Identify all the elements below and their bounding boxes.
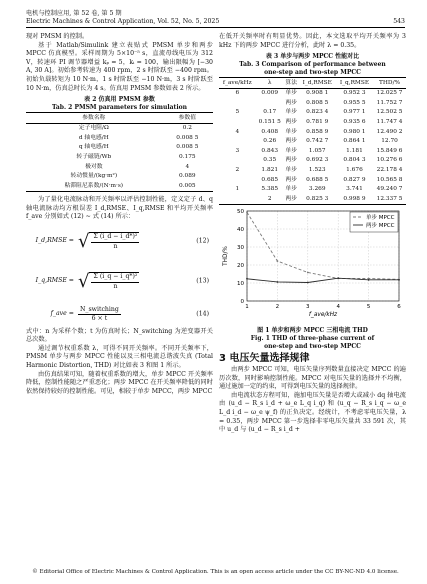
table-cell: 两步: [285, 119, 298, 126]
table-row: [219, 137, 406, 147]
table-cell: 单步: [285, 109, 298, 116]
table-cell: 0.009: [261, 90, 279, 97]
table-cell: 0.955 5: [343, 99, 366, 106]
y-tick-label: 20: [237, 262, 244, 269]
table-cell: 单步: [285, 167, 298, 174]
table-row: [219, 108, 406, 118]
eq14-denominator: 6 × t: [91, 315, 108, 323]
table-cell: 10.565 8: [376, 176, 403, 183]
y-tick-label: 50: [237, 208, 244, 215]
eq13-number: (13): [196, 277, 209, 285]
table3-col-lambda: λ: [267, 79, 272, 86]
table-row: [26, 181, 213, 191]
equation-13: [26, 262, 213, 302]
table3: [219, 77, 406, 205]
table3-header-row: [219, 78, 406, 89]
eq13-numerator: Σ (i_q − i_q*)²: [91, 273, 139, 283]
table-cell: 22.178 4: [376, 167, 403, 174]
table-row: [26, 172, 213, 182]
table-row: [219, 146, 406, 156]
y-tick-label: 10: [237, 280, 244, 287]
fig1-caption-en1: Fig. 1 THD of three-phase current of: [250, 334, 375, 342]
x-axis-label: f_ave/kHz: [308, 311, 338, 318]
table-row: [219, 156, 406, 166]
table-cell: 0.843: [261, 147, 279, 154]
table-cell: 粘滞阻尼系数/(N·m·s): [64, 182, 124, 189]
equation-12: [26, 222, 213, 262]
paragraph: 现对 PMSM 的控制。: [26, 33, 89, 40]
table-cell: 0.823 4: [306, 109, 329, 116]
data-point: [246, 278, 248, 280]
table-cell: 0.688 5: [306, 176, 329, 183]
paragraph-symbols: 式中：n 为采样个数；t 为仿真时长；N_switching 为逆变器开关总次数。: [26, 327, 213, 344]
table-cell: 0.151 5: [258, 119, 281, 126]
eq13-denominator: n: [113, 282, 118, 290]
eq14-numerator: N_switching: [78, 306, 121, 316]
thd-chart: [219, 205, 406, 327]
table-cell: 12.70: [381, 138, 398, 145]
data-point: [307, 271, 309, 273]
table-cell: 0.980 1: [343, 128, 366, 135]
table-cell: 12.502 5: [376, 109, 403, 116]
table-cell: [219, 175, 256, 185]
table2-col-value: 参数值: [178, 114, 197, 121]
table-cell: 两步: [285, 138, 298, 145]
table3-col-iq-rmse: I_q,RMSE: [339, 79, 370, 86]
table-cell: 0.935 6: [343, 119, 366, 126]
running-header: [26, 10, 405, 26]
table-cell: 4: [235, 128, 240, 135]
table-cell: 0.008 5: [176, 144, 199, 151]
table-cell: 3.741: [346, 186, 363, 193]
table-cell: [219, 137, 256, 147]
data-point: [368, 279, 370, 281]
table-cell: 1.821: [261, 167, 279, 174]
table-row: [219, 118, 406, 128]
left-column: [26, 33, 213, 396]
table3-caption-en2: one-step and two-step MPCC: [264, 69, 361, 77]
table-cell: 0.804 3: [343, 157, 366, 164]
table-cell: 15.849 6: [376, 147, 403, 154]
series-line-1: [247, 278, 399, 282]
legend-label: 单步 MPCC: [366, 214, 395, 221]
journal-name-cn: 电机与控制应用, 第 52 卷, 第 5 期: [26, 10, 122, 17]
paragraph-voltage-vector: 由两步 MPCC 可知，电压矢量序列数量直接决定 MPCC 的遍历次数，同时影响控制性能。MPCC 对电压矢量的选择并不均衡，通过施加一定的约束，可得到电压矢量的选择规律。: [219, 366, 406, 391]
table-cell: 0.005: [179, 182, 196, 189]
table-row: [219, 194, 406, 204]
data-point: [246, 211, 248, 213]
table-cell: 0.089: [179, 173, 196, 180]
y-tick-label: 30: [237, 244, 244, 251]
table-cell: 单步: [285, 147, 298, 154]
table-cell: 1.523: [308, 167, 326, 174]
table-cell: 转子磁链/Wb: [76, 154, 112, 161]
table-row: [219, 185, 406, 195]
table-cell: 0.35: [263, 157, 277, 164]
y-axis-label: THD/%: [223, 245, 229, 266]
table-cell: 两步: [285, 195, 298, 202]
table-cell: 定子电阻/Ω: [78, 125, 109, 132]
table-cell: 0.175: [179, 154, 196, 161]
section-heading-3: 3 电压矢量选择规律: [219, 352, 310, 364]
legend-label: 两步 MPCC: [366, 222, 395, 229]
right-column: [219, 33, 406, 435]
paragraph: 在低开关频率时有明显优势。因此，本文选取平均开关频率为 3 kHz 下的两步 MPCC 进行分析，此时 λ = 0.35。: [219, 33, 406, 49]
data-point: [277, 260, 279, 262]
page-number: 543: [393, 18, 405, 25]
table-cell: [219, 98, 256, 108]
table-row: [219, 166, 406, 176]
table-cell: 0.808 5: [306, 99, 329, 106]
table-cell: 1: [235, 186, 240, 193]
fig1-caption-cn: 图 1 单步和两步 MPCC 三相电流 THD: [257, 326, 368, 334]
data-point: [398, 279, 400, 281]
table-cell: 0.742 7: [306, 138, 329, 145]
table-cell: 0.26: [263, 138, 277, 145]
table-cell: d 轴电感/H: [78, 134, 109, 141]
data-point: [307, 282, 309, 284]
table-cell: 0.908 1: [306, 90, 329, 97]
table-cell: 1.181: [346, 147, 363, 154]
paragraph-current-equation: 由电流状态方程可知，施加电压矢量是否增大或减小 dq 轴电流由 (u_d − R_s i_d + ω_e L_q i_q) 和 (u_q − R_s i_q − ω_e L_d i_d − ω_e ψ_f) 的正负决定。经统计，不考虑零电压矢量，λ = 0.35，两步 MPCC 第一步选择非零电压矢量共 33 591 次，其中 u_d 与 (u_d − R_s i_d +: [219, 391, 406, 434]
y-tick-label: 0: [240, 298, 244, 305]
table3-col-thd: THD/%: [379, 79, 401, 86]
eq13-lhs: I_q,RMSE =: [35, 277, 74, 285]
table-row: [219, 175, 406, 185]
table-cell: 0.827 9: [343, 176, 366, 183]
table-row: [26, 133, 213, 143]
table-row: [219, 88, 406, 98]
paragraph-metric-definition: 为了量化电流脉动和开关频率以评估控制性能，定义定子 d、q 轴电流脉动均方根误差 I_d,RMSE、I_q,RMSE 和平均开关频率 f_ave 分别如式 (12) ~ 式 (14) 所示：: [26, 195, 213, 221]
table-cell: 0.685: [261, 176, 279, 183]
header-rule: [26, 27, 405, 28]
data-point: [277, 281, 279, 283]
table-cell: 0.998 9: [343, 195, 366, 202]
table-cell: 10.276 6: [376, 157, 403, 164]
table2-col-name: 参数名称: [82, 114, 106, 121]
paragraph-results: 由仿真结果可知，随着权重系数的增大，单步 MPCC 开关频率降低，控制性能随之严重恶化；两步 MPCC 在开关频率降低的同时依然保持较好的控制性能。可见，相较于单步 MPCC，两步 MPCC: [26, 370, 213, 395]
eq12-number: (12): [196, 237, 209, 245]
table-cell: 0.692 3: [306, 157, 329, 164]
eq14-number: (14): [196, 310, 209, 318]
thd-chart-svg: [219, 205, 406, 323]
sqrt-sign: √ $\frac{\text{Σ (i\_d − i\_d*)²}}{n}$: [78, 230, 138, 252]
table3-col-fave: f_ave/kHz: [222, 79, 252, 86]
paragraph-comparison: 通过调节权重系数 λ，可得不同开关频率。不同开关频率下，PMSM 单步与两步 MPCC 性能以及三相电流总谐波失真 (Total Harmonic Distortion, THD) 对比如表 3 和图 1 所示。: [26, 344, 213, 370]
table-cell: 0.17: [263, 109, 277, 116]
x-tick-label: 5: [366, 303, 371, 310]
table-cell: 转动惯量/(kg·m²): [70, 173, 118, 180]
table-cell: [219, 118, 256, 128]
table-cell: 单步: [285, 128, 298, 135]
table-cell: [256, 98, 284, 108]
table-cell: 极对数: [85, 163, 103, 170]
table2-caption-cn: 表 2 仿真用 PMSM 参数: [84, 96, 155, 104]
table-row: [26, 123, 213, 133]
y-tick-label: 40: [237, 226, 244, 233]
table-cell: 3: [235, 147, 240, 154]
x-tick-label: 4: [336, 303, 340, 310]
journal-name-en: Electric Machines & Control Application, Vol. 52, No. 5, 2025: [26, 18, 220, 25]
table-cell: 单步: [285, 90, 298, 97]
table-cell: 12.490 2: [376, 128, 403, 135]
table-row: [219, 98, 406, 108]
sqrt-sign: √ $\frac{\text{Σ (i\_q − i\_q*)²}}{n}$: [78, 270, 138, 292]
eq12-numerator: Σ (i_d − i_d*)²: [91, 233, 139, 243]
table-row: [26, 143, 213, 153]
x-tick-label: 1: [245, 303, 249, 310]
x-tick-label: 2: [275, 303, 280, 310]
table-cell: 12.025 7: [376, 90, 403, 97]
table-cell: 6: [235, 90, 240, 97]
data-point: [337, 277, 339, 279]
table-cell: q 轴电感/H: [78, 144, 109, 151]
table-cell: 5.385: [261, 186, 279, 193]
eq12-lhs: I_d,RMSE =: [35, 237, 74, 245]
eq12-denominator: n: [113, 242, 118, 250]
table-row: [26, 153, 213, 163]
table-cell: 2: [235, 167, 240, 174]
table3-col-algorithm: 算法: [285, 79, 298, 86]
table2-header-row: [26, 113, 213, 124]
x-tick-label: 3: [306, 303, 310, 310]
table-cell: 3.269: [308, 186, 326, 193]
table-cell: 0.864 1: [343, 138, 366, 145]
table-cell: 0.008 5: [176, 134, 199, 141]
table-cell: 两步: [285, 176, 298, 183]
table-cell: 0.408: [261, 128, 279, 135]
table-cell: 0.781 9: [306, 119, 329, 126]
paragraph-simulation-setup: 基于 Matlab/Simulink 建立表贴式 PMSM 单步和两步 MPCC 仿真模型。采样周期为 5×10⁻⁵ s，直流母线电压为 312 V，转速环 PI 调节器增益 kₚ = 5，kᵢ = 100，输出限幅为 [−30 A, 30 A]。初始参考转速为 400 rpm，2 s 时阶跃至 −400 rpm。初始负载转矩为 10 N·m，1 s 时阶跃至 −10 N·m，3 s 时阶跃至 10 N·m，仿真总时长为 4 s。仿真用 PMSM 参数如表 2 所示。: [26, 41, 213, 92]
table2-caption-en: Tab. 2 PMSM parameters for simulation: [52, 104, 187, 112]
table-cell: 49.240 7: [376, 186, 403, 193]
table-cell: 5: [235, 109, 240, 116]
table-cell: 0.825 3: [306, 195, 329, 202]
table-cell: 11.747 4: [376, 119, 403, 126]
table2: [26, 112, 213, 192]
table-cell: 0.2: [182, 125, 192, 132]
table-cell: 12.337 5: [376, 195, 403, 202]
table-cell: 1.676: [346, 167, 363, 174]
table-cell: 两步: [285, 157, 298, 164]
table-cell: [219, 156, 256, 166]
table-cell: 11.752 7: [376, 99, 403, 106]
table-cell: 2: [267, 195, 272, 202]
table-cell: 0.858 9: [306, 128, 329, 135]
table-cell: 4: [185, 163, 190, 170]
table-row: [26, 162, 213, 172]
table-cell: [219, 194, 256, 204]
table3-caption-en1: Tab. 3 Comparison of performance between: [239, 61, 386, 69]
fig1-caption-en2: one-step and two-step MPCC: [264, 342, 361, 350]
table-cell: 两步: [285, 99, 298, 106]
equation-14: [26, 302, 213, 328]
table-cell: 0.977 1: [343, 109, 366, 116]
table-row: [219, 127, 406, 137]
table-cell: 0.952 3: [343, 90, 366, 97]
table3-col-id-rmse: I_d,RMSE: [302, 79, 332, 86]
table-cell: 单步: [285, 186, 298, 193]
x-tick-label: 6: [397, 303, 401, 310]
table3-caption-cn: 表 3 单步与两步 MPCC 性能对比: [265, 53, 360, 61]
eq14-lhs: f_ave =: [50, 310, 74, 318]
table-cell: 1.057: [308, 147, 326, 154]
copyright-footer: © Editorial Office of Electric Machines & Control Application. This is an open access article under the CC BY-NC-ND 4.0 license.: [32, 569, 399, 575]
